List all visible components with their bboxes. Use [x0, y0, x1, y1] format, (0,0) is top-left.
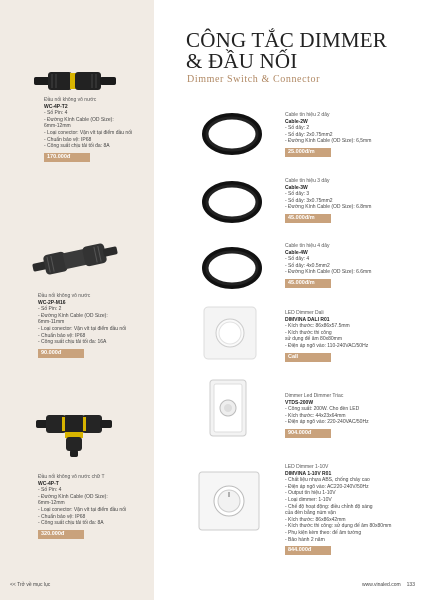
price-tag: 25.000đ/m	[285, 148, 331, 157]
cable-3w-image	[198, 177, 266, 227]
product-category: Cable tín hiệu 4 dây	[285, 243, 330, 249]
product-specs: - Số Pin: 4 - Đường Kính Cable (OD Size): 6mm-12mm - Loại conector: Vặn vít tại điểm đầu nối - Chuẩn bảo vệ: IP68 - Công suất chịu tải tối đa: 8A	[38, 487, 127, 527]
product-code: Cable-2W	[285, 118, 308, 125]
page-subtitle: Dimmer Switch & Connector	[187, 74, 321, 85]
product-specs: - Số Pin: 4 - Đường Kính Cable (OD Size): 6mm-12mm - Loại conector: Vặn vít tại điểm đầu nối - Chuẩn bảo vệ: IP68 - Công suất chịu tải tối đa: 8A	[44, 110, 133, 150]
product-code: DIMVINA 1-10V R01	[285, 470, 332, 477]
product-category: Đầu nối không vô nước	[44, 97, 97, 103]
page-number: 133	[406, 582, 415, 588]
product-category: Đầu nối không vô nước chữ T	[38, 474, 105, 480]
product-code: VTDS-200W	[285, 399, 314, 406]
price-tag: 45.000đ/m	[285, 279, 331, 288]
page-title: CÔNG TẮC DIMMER & ĐẦU NỐI	[186, 28, 387, 73]
product-code: DIMVINA DALI R01	[285, 316, 330, 323]
product-code: WC-4P-T2	[44, 103, 68, 110]
product-dimmer-1-10v	[285, 464, 410, 555]
product-cable-4w	[285, 243, 405, 288]
product-category: Cable tín hiệu 3 dây	[285, 178, 330, 184]
website-url[interactable]: www.vinaled.com	[362, 582, 401, 588]
product-category: LED Dimmer Dali	[285, 310, 324, 316]
page-footer	[362, 582, 415, 588]
product-code: WC-4P-T	[38, 480, 59, 487]
product-specs: - Kích thước: 86x86x57.5mm - Kích thước thi công sử dụng đế âm 80x80mm - Điện áp ngõ vào: 110-240VAC/50Hz	[285, 323, 369, 349]
product-dimmer-triac	[285, 393, 405, 438]
price-tag: 90.000đ	[38, 349, 84, 358]
product-specs: - Công suất: 200W. Cho đèn LED - Kích thước: 44x23x64mm - Điện áp ngõ vào: 220-240VAC/50Hz	[285, 406, 369, 426]
product-wc-4p-t2	[44, 97, 154, 162]
product-code: Cable-4W	[285, 249, 308, 256]
product-specs: - Số Pin: 2 - Đường Kính Cable (OD Size): 6mm-11mm - Loại conector: Vặn vít tại điểm đầu nối - Chuẩn bảo vệ: IP68 - Công suất chịu tải tối đa: 16A	[38, 306, 127, 346]
product-cable-3w	[285, 178, 405, 223]
product-wc-2p-m16	[38, 293, 153, 358]
product-specs: - Chất liệu nhựa ABS, chống cháy cao - Điện áp ngõ vào: AC220-240V/50Hz - Output tín hiệu 1-10V - Loại dimmer: 1-10V - Chế độ hoạt động: điều chỉnh độ sáng của đèn bằng núm vặn - Kích thước: 86x86x42mm - Kích thước thi công: sử dụng đế âm 80x80mm - Phụ kiện kèm theo: đế âm tường - Bảo hành 2 năm	[285, 477, 392, 543]
product-cable-2w	[285, 112, 405, 157]
price-tag: Call	[285, 353, 331, 362]
dimmer-triac-image	[202, 378, 254, 438]
price-tag: 904.000đ	[285, 429, 331, 438]
product-category: LED Dimmer 1-10V	[285, 464, 329, 470]
price-tag: 45.000đ/m	[285, 214, 331, 223]
product-category: Cable tín hiệu 2 dây	[285, 112, 330, 118]
product-category: Đầu nối không vô nước	[38, 293, 91, 299]
price-tag: 170.000đ	[44, 153, 90, 162]
product-dimmer-dali	[285, 310, 405, 362]
product-code: WC-2P-M16	[38, 299, 66, 306]
cable-4w-image	[198, 243, 266, 293]
connector-t-image	[34, 408, 114, 458]
price-tag: 320.000đ	[38, 530, 84, 539]
product-wc-4p-t	[38, 474, 153, 539]
back-to-contents-link[interactable]: << Trở về mục lục	[10, 582, 51, 588]
product-code: Cable-3W	[285, 184, 308, 191]
connector-2p-image	[30, 238, 120, 280]
connector-4p-image	[30, 64, 122, 98]
product-specs: - Số dây: 3 - Số dây: 3x0.75mm2 - Đường Kính Cable (OD Size): 6.8mm	[285, 191, 372, 211]
product-category: Dimmer Led Dimmer Triac	[285, 393, 344, 399]
price-tag: 844.000đ	[285, 546, 331, 555]
product-specs: - Số dây: 2 - Số dây: 2x0.75mm2 - Đường Kính Cable (OD Size): 6,5mm	[285, 125, 372, 145]
cable-2w-image	[198, 109, 266, 159]
dimmer-dali-image	[202, 305, 258, 361]
dimmer-1-10v-image	[197, 470, 261, 532]
product-specs: - Số dây: 4 - Số dây: 4x0.5mm2 - Đường Kính Cable (OD Size): 6.6mm	[285, 256, 372, 276]
